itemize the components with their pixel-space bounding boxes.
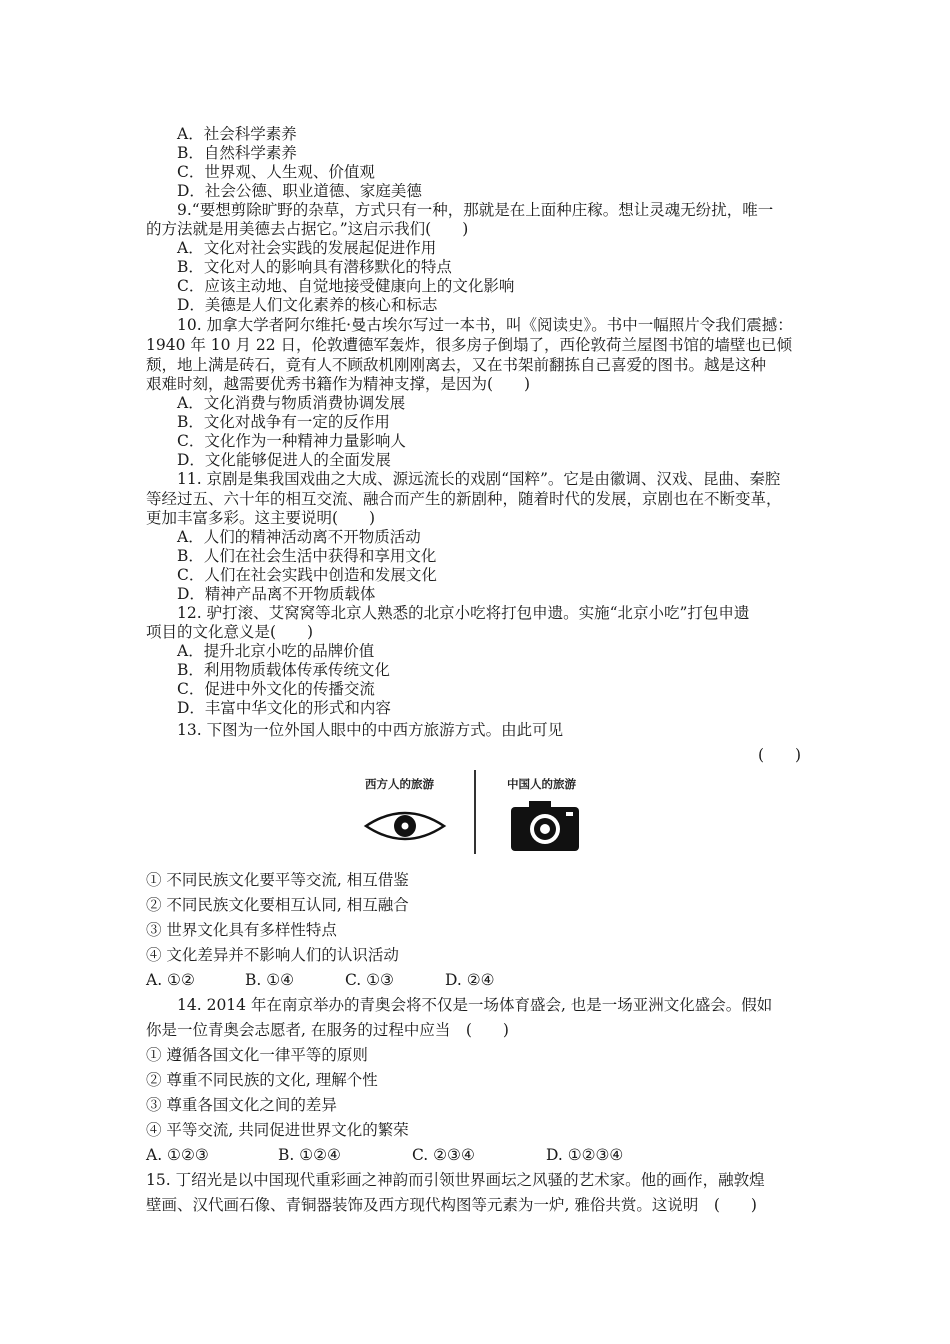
- q10-stem-line1: 10. 加拿大学者阿尔维托·曼古埃尔写过一本书，叫《阅读史》。书中一幅照片令我们震撼：: [177, 316, 793, 334]
- q9-option-a: A．文化对社会实践的发展起促进作用: [177, 239, 437, 257]
- q10-option-c: C．文化作为一种精神力量影响人: [177, 432, 406, 450]
- q12-stem-line2: 项目的文化意义是( ): [146, 623, 314, 641]
- q14-stem-line1: 14. 2014 年在南京举办的青奥会将不仅是一场体育盛会, 也是一场亚洲文化盛会。假如: [177, 996, 773, 1014]
- q11-stem-line2: 等经过五、六十年的相互交流、融合而产生的新剧种，随着时代的发展，京剧也在不断变革，: [146, 490, 782, 508]
- q12-option-a: A．提升北京小吃的品牌价值: [177, 642, 375, 660]
- q9-stem-line1: 9.“要想剪除旷野的杂草，方式只有一种，那就是在上面种庄稼。想让灵魂无纷扰，唯一: [177, 201, 774, 219]
- q10-option-d: D．文化能够促进人的全面发展: [177, 451, 391, 469]
- chinese-travel-label: 中国人的旅游: [507, 777, 576, 791]
- q12-option-b: B．利用物质载体传承传统文化: [177, 661, 390, 679]
- q9-option-b: B．文化对人的影响具有潜移默化的特点: [177, 258, 452, 276]
- q14-option-a: A. ①②③: [146, 1146, 209, 1164]
- q13-option-a: A. ①②: [146, 971, 195, 989]
- q15-stem-line2: 壁画、汉代画石像、青铜器装饰及西方现代构图等元素为一炉, 雅俗共赏。这说明 ( ): [146, 1196, 757, 1214]
- q13-statement-2: ② 不同民族文化要相互认同, 相互融合: [146, 896, 409, 914]
- q11-option-c: C．人们在社会实践中创造和发展文化: [177, 566, 437, 584]
- q8-option-b: B．自然科学素养: [177, 144, 297, 162]
- q11-option-b: B．人们在社会生活中获得和享用文化: [177, 547, 437, 565]
- q11-option-a: A．人们的精神活动离不开物质活动: [177, 528, 421, 546]
- q14-stem-line2: 你是一位青奥会志愿者, 在服务的过程中应当 ( ): [146, 1021, 509, 1039]
- q12-option-c: C．促进中外文化的传播交流: [177, 680, 375, 698]
- q13-option-b: B. ①④: [245, 971, 295, 989]
- q14-option-c: C. ②③④: [412, 1146, 475, 1164]
- q9-stem-line2: 的方法就是用美德去占据它。”这启示我们( ): [146, 220, 469, 238]
- q13-option-d: D. ②④: [445, 971, 495, 989]
- q9-option-d: D．美德是人们文化素养的核心和标志: [177, 296, 438, 314]
- figure-divider: [474, 770, 476, 854]
- q12-stem-line1: 12. 驴打滚、艾窝窝等北京人熟悉的北京小吃将打包申遗。实施“北京小吃”打包申遗: [177, 604, 750, 622]
- q8-option-c: C．世界观、人生观、价值观: [177, 163, 375, 181]
- western-travel-label: 西方人的旅游: [365, 777, 434, 791]
- q9-option-c: C．应该主动地、自觉地接受健康向上的文化影响: [177, 277, 515, 295]
- travel-comparison-figure: [355, 768, 595, 856]
- q13-answer-bracket: ( ): [758, 746, 802, 764]
- q12-option-d: D．丰富中华文化的形式和内容: [177, 699, 391, 717]
- q14-statement-2: ② 尊重不同民族的文化, 理解个性: [146, 1071, 378, 1089]
- q11-stem-line3: 更加丰富多彩。这主要说明( ): [146, 509, 376, 527]
- q13-stem: 13. 下图为一位外国人眼中的中西方旅游方式。由此可见: [177, 721, 564, 739]
- q14-option-d: D. ①②③④: [546, 1146, 624, 1164]
- q10-option-b: B．文化对战争有一定的反作用: [177, 413, 390, 431]
- q11-option-d: D．精神产品离不开物质载体: [177, 585, 376, 603]
- q10-stem-line2: 1940 年 10 月 22 日，伦敦遭德军轰炸，很多房子倒塌了，西伦敦荷兰屋图书馆的墙壁也已倾: [146, 336, 793, 354]
- q13-statement-1: ① 不同民族文化要平等交流, 相互借鉴: [146, 871, 409, 889]
- eye-icon: [363, 806, 447, 846]
- q10-option-a: A．文化消费与物质消费协调发展: [177, 394, 406, 412]
- q13-statement-3: ③ 世界文化具有多样性特点: [146, 921, 337, 939]
- q14-option-b: B. ①②④: [278, 1146, 341, 1164]
- q8-option-d: D．社会公德、职业道德、家庭美德: [177, 182, 422, 200]
- q10-stem-line4: 艰难时刻，越需要优秀书籍作为精神支撑，是因为( ): [146, 375, 531, 393]
- q15-stem-line1: 15. 丁绍光是以中国现代重彩画之神韵而引领世界画坛之风骚的艺术家。他的画作，融敦煌: [146, 1171, 765, 1189]
- q8-option-a: A．社会科学素养: [177, 125, 297, 143]
- q11-stem-line1: 11. 京剧是集我国戏曲之大成、源远流长的戏剧“国粹”。它是由徽调、汉戏、昆曲、秦腔: [177, 470, 781, 488]
- q10-stem-line3: 颓，地上满是砖石，竟有人不顾敌机刚刚离去，又在书架前翻拣自己喜爱的图书。越是这种: [146, 356, 767, 374]
- q13-option-c: C. ①③: [345, 971, 394, 989]
- camera-icon: [509, 798, 581, 852]
- q14-statement-1: ① 遵循各国文化一律平等的原则: [146, 1046, 368, 1064]
- q14-statement-4: ④ 平等交流, 共同促进世界文化的繁荣: [146, 1121, 409, 1139]
- q14-statement-3: ③ 尊重各国文化之间的差异: [146, 1096, 337, 1114]
- q13-statement-4: ④ 文化差异并不影响人们的认识活动: [146, 946, 399, 964]
